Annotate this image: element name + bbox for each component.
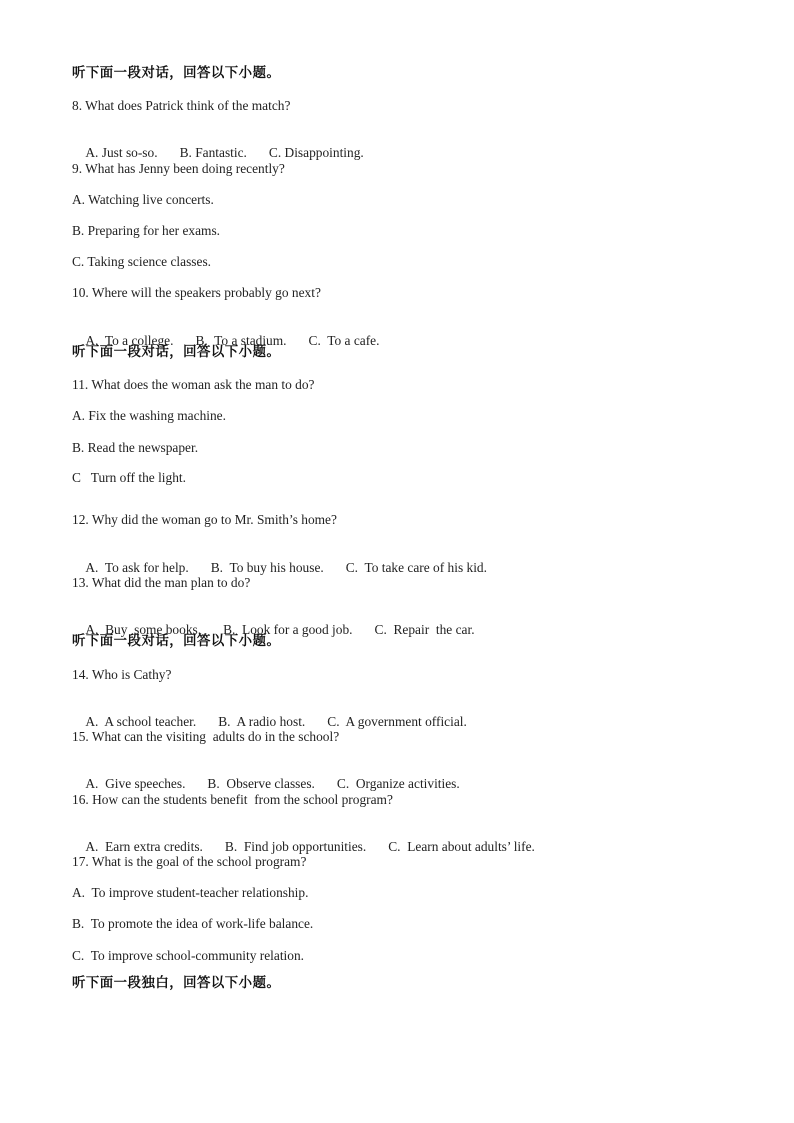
question-11-option-b: B. Read the newspaper. bbox=[72, 440, 199, 455]
question-11-option-c: C Turn off the light. bbox=[72, 470, 186, 485]
question-11: 11. What does the woman ask the man to do? bbox=[72, 377, 315, 392]
question-16: 16. How can the students benefit from the school program? bbox=[72, 792, 393, 807]
option-a: A. A school teacher. bbox=[85, 714, 197, 729]
question-17: 17. What is the goal of the school program? bbox=[72, 854, 307, 869]
question-17-option-c: C. To improve school-community relation. bbox=[72, 948, 305, 963]
question-9-option-c: C. Taking science classes. bbox=[72, 254, 212, 269]
option-c: C. To take care of his kid. bbox=[345, 560, 487, 575]
question-14: 14. Who is Cathy? bbox=[72, 667, 172, 682]
option-c: C. Disappointing. bbox=[268, 145, 364, 160]
question-15: 15. What can the visiting adults do in the school? bbox=[72, 729, 340, 744]
question-9: 9. What has Jenny been doing recently? bbox=[72, 161, 285, 176]
question-9-option-a: A. Watching live concerts. bbox=[72, 192, 214, 207]
option-a: A. Just so-so. bbox=[85, 145, 158, 160]
question-17-option-b: B. To promote the idea of work-life balance. bbox=[72, 916, 314, 931]
option-c: C. Learn about adults’ life. bbox=[388, 839, 535, 854]
option-b: B. To a stadium. bbox=[195, 333, 287, 348]
option-a: A. Give speeches. bbox=[85, 776, 186, 791]
question-10: 10. Where will the speakers probably go next? bbox=[72, 285, 321, 300]
option-c: C. A government official. bbox=[327, 714, 467, 729]
option-a: A. To a college. bbox=[85, 333, 174, 348]
question-11-option-a: A. Fix the washing machine. bbox=[72, 408, 226, 423]
section-heading-dialogue: 听下面一段对话，回答以下小题。 bbox=[72, 634, 281, 649]
section-heading-monologue: 听下面一段独白，回答以下小题。 bbox=[72, 976, 281, 991]
option-a: A. To ask for help. bbox=[85, 560, 189, 575]
option-c: C. Organize activities. bbox=[336, 776, 460, 791]
option-b: B. Find job opportunities. bbox=[224, 839, 367, 854]
question-17-option-a: A. To improve student-teacher relationship. bbox=[72, 885, 309, 900]
option-b: B. Observe classes. bbox=[207, 776, 315, 791]
question-13: 13. What did the man plan to do? bbox=[72, 575, 251, 590]
option-c: C. Repair the car. bbox=[374, 622, 475, 637]
option-a: A. Buy some books. bbox=[85, 622, 202, 637]
section-heading-dialogue: 听下面一段对话，回答以下小题。 bbox=[72, 66, 281, 81]
option-b: B. A radio host. bbox=[218, 714, 306, 729]
question-12: 12. Why did the woman go to Mr. Smith’s home? bbox=[72, 512, 337, 527]
section-heading-dialogue: 听下面一段对话，回答以下小题。 bbox=[72, 345, 281, 360]
option-b: B. To buy his house. bbox=[210, 560, 324, 575]
question-8: 8. What does Patrick think of the match? bbox=[72, 98, 291, 113]
option-a: A. Earn extra credits. bbox=[85, 839, 203, 854]
question-9-option-b: B. Preparing for her exams. bbox=[72, 223, 220, 238]
option-b: B. Fantastic. bbox=[179, 145, 247, 160]
option-b: B. Look for a good job. bbox=[223, 622, 353, 637]
option-c: C. To a cafe. bbox=[308, 333, 380, 348]
